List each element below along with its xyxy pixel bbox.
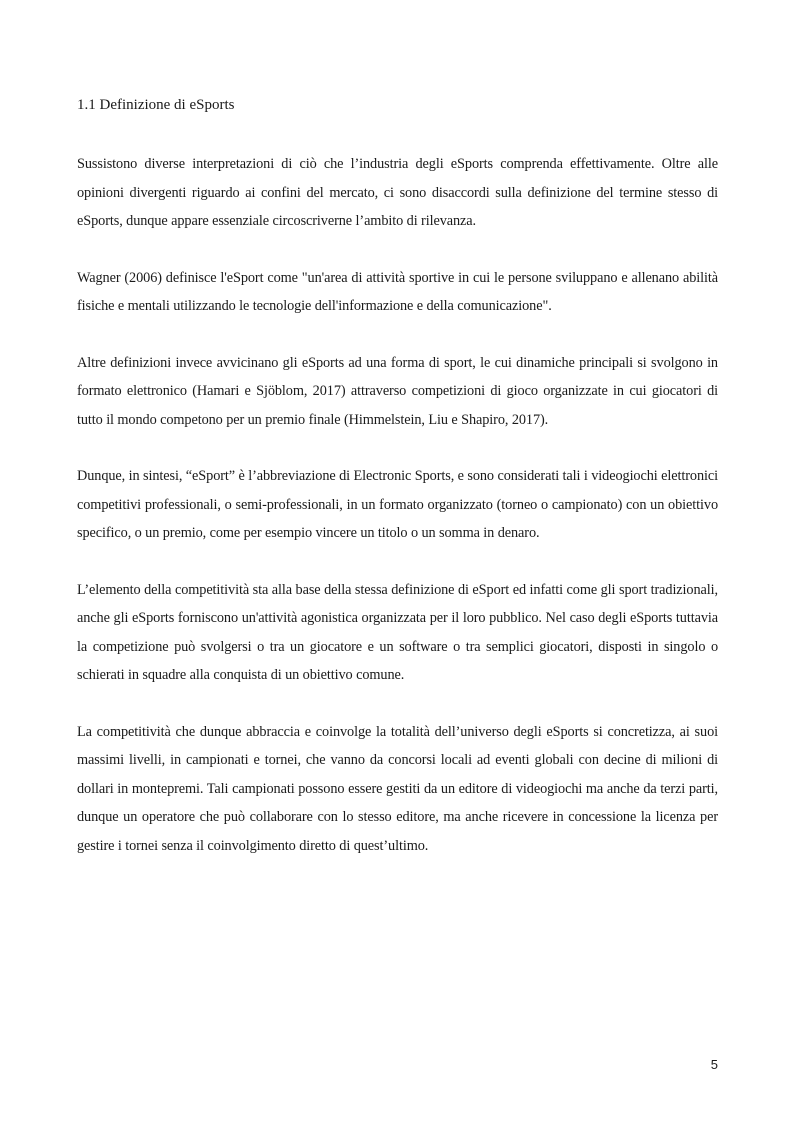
section-heading: 1.1 Definizione di eSports (77, 97, 235, 113)
paragraph-6: La competitività che dunque abbraccia e coinvolge la totalità dell’universo degli eSports si concretizza, ai suoi massimi livelli, in campionati e tornei, che vanno da concorsi locali ad eventi globali con decine di milioni di dollari in montepremi. Tali campionati possono essere gestiti da un editore di videogiochi ma anche da terzi parti, dunque un operatore che può collaborare con lo stesso editore, ma anche ricevere in concessione la licenza per gestire i tornei senza il coinvolgimento diretto di quest’ultimo. (77, 723, 718, 854)
paragraph-4: Dunque, in sintesi, “eSport” è l’abbreviazione di Electronic Sports, e sono considerati tali i videogiochi elettronici competitivi professionali, o semi-professionali, in un formato organizzato (torneo o campionato) con un obiettivo specifico, o un premio, come per esempio vincere un titolo o un somma in denaro. (77, 468, 718, 541)
paragraph-2: Wagner (2006) definisce l'eSport come "un'area di attività sportive in cui le persone sviluppano e allenano abilità fisiche e mentali utilizzando le tecnologie dell'informazione e della comunicazione". (77, 269, 718, 314)
section-body (77, 150, 718, 888)
page-number: 5 (710, 1057, 718, 1072)
paragraph-3: Altre definizioni invece avvicinano gli eSports ad una forma di sport, le cui dinamiche principali si svolgono in formato elettronico (Hamari e Sjöblom, 2017) attraverso competizioni di gioco organizzate in cui giocatori di tutto il mondo competono per un premio finale (Himmelstein, Liu e Shapiro, 2017). (77, 354, 718, 428)
paragraph-1: Sussistono diverse interpretazioni di ciò che l’industria degli eSports comprenda effettivamente. Oltre alle opinioni divergenti riguardo ai confini del mercato, ci sono disaccordi sulla definizione del termine stesso di eSports, dunque appare essenziale circoscriverne l’ambito di rilevanza. (77, 156, 718, 229)
paragraph-5: L’elemento della competitività sta alla base della stessa definizione di eSport ed infatti come gli sport tradizionali, anche gli eSports forniscono un'attività agonistica organizzata per il loro pubblico. Nel caso degli eSports tuttavia la competizione può svolgersi o tra un giocatore e un software o tra semplici giocatori, disposti in singolo o schierati in squadre alla conquista di un obiettivo comune. (77, 581, 718, 683)
